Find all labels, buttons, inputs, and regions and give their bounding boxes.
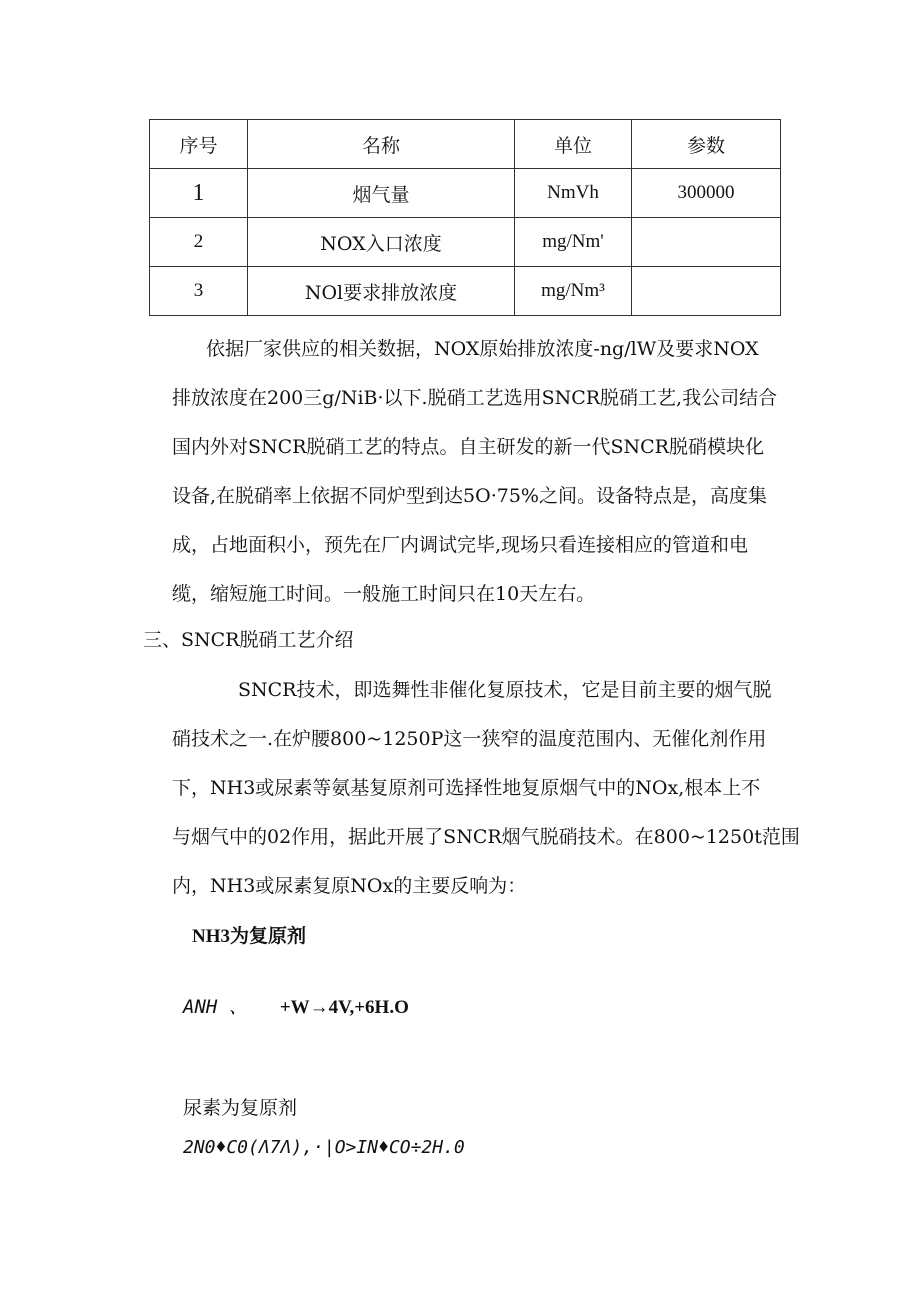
paragraph-line: 与烟气中的02作用，据此开展了SNCR烟气脱硝技术。在800~1250t范围 xyxy=(172,826,800,848)
equation-left: ANH 、 xyxy=(183,996,248,1018)
cell-index: 2 xyxy=(150,218,248,267)
equation-right: +W→4V,+6H.O xyxy=(279,997,409,1018)
cell-index: 3 xyxy=(150,267,248,316)
table-row xyxy=(150,218,781,267)
table-header-row xyxy=(150,120,781,169)
table-row xyxy=(150,169,781,218)
cell-parameter xyxy=(632,218,781,267)
paragraph-line: 内，NH3或尿素复原NOx的主要反响为： xyxy=(172,875,527,897)
urea-reductant-label: 尿素为复原剂 xyxy=(183,1097,298,1119)
paragraph-line: 成，占地面积小，预先在厂内调试完毕,现场只看连接相应的管道和电 xyxy=(172,534,749,556)
intro-paragraph xyxy=(172,325,784,619)
nh3-reaction-equation xyxy=(183,992,409,1023)
paragraph-line: 排放浓度在200三g/NiB·以下.脱硝工艺选用SNCR脱硝工艺,我公司结合 xyxy=(172,387,778,409)
header-index: 序号 xyxy=(150,120,248,169)
urea-reaction-equation: 2N0♦C0(Λ7Λ),·|O>IN♦CO÷2H.0 xyxy=(183,1137,465,1158)
cell-index: 1 xyxy=(150,169,248,218)
sncr-paragraph xyxy=(172,666,800,911)
header-unit: 单位 xyxy=(515,120,632,169)
header-parameter: 参数 xyxy=(632,120,781,169)
cell-parameter xyxy=(632,267,781,316)
cell-unit: mg/Nm' xyxy=(515,218,632,267)
paragraph-line: 下，NH3或尿素等氨基复原剂可选择性地复原烟气中的NOx,根本上不 xyxy=(172,777,761,799)
cell-name: 烟气量 xyxy=(248,169,515,218)
nh3-reductant-label: NH3为复原剂 xyxy=(192,926,307,947)
paragraph-line: 硝技术之一.在炉腰800~1250P这一狭窄的温度范围内、无催化剂作用 xyxy=(172,728,767,750)
paragraph-line: 设备,在脱硝率上依据不同炉型到达5O·75%之间。设备特点是，高度集 xyxy=(172,485,767,507)
cell-unit: NmVh xyxy=(515,169,632,218)
paragraph-line: 国内外对SNCR脱硝工艺的特点。自主研发的新一代SNCR脱硝模块化 xyxy=(172,436,764,458)
cell-name: NOl要求排放浓度 xyxy=(248,267,515,316)
paragraph-line: 缆，缩短施工时间。一般施工时间只在10天左右。 xyxy=(172,583,596,605)
cell-name: NOX入口浓度 xyxy=(248,218,515,267)
table-row xyxy=(150,267,781,316)
header-name: 名称 xyxy=(248,120,515,169)
section-heading: 三、SNCR脱硝工艺介绍 xyxy=(143,629,354,651)
paragraph-line: 依据厂家供应的相关数据，NOX原始排放浓度-ng/lW及要求NOX xyxy=(206,338,759,360)
parameter-table xyxy=(149,119,781,316)
paragraph-line: SNCR技术，即选舞性非催化复原技术，它是目前主要的烟气脱 xyxy=(238,679,772,701)
cell-unit: mg/Nm³ xyxy=(515,267,632,316)
cell-parameter: 300000 xyxy=(632,169,781,218)
